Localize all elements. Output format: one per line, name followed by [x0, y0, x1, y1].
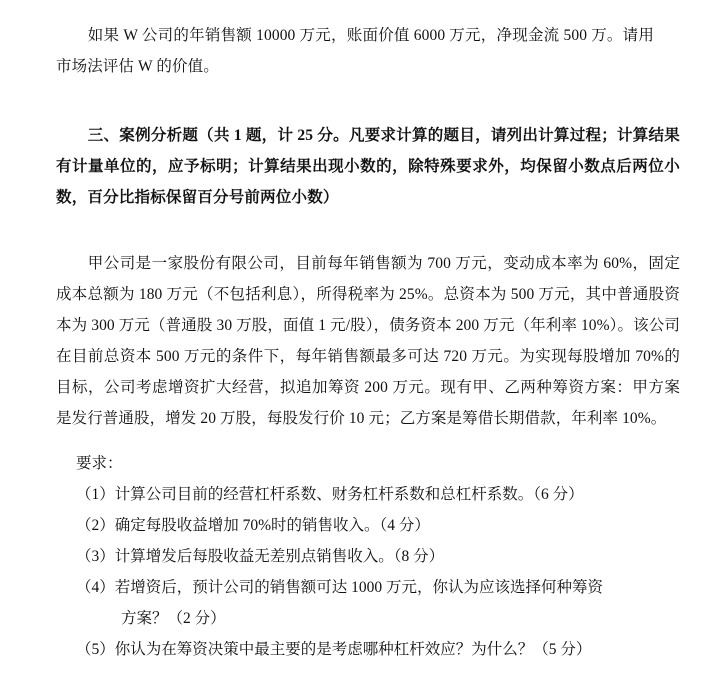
requirement-item-continuation-text: 方案？（2 分） — [120, 610, 226, 627]
spacer-after-heading — [0, 228, 716, 248]
top-spacer — [0, 0, 716, 20]
intro-block — [56, 20, 654, 82]
requirements-label: 要求： — [76, 455, 123, 472]
case-paragraph: 甲公司是一家股份有限公司，目前每年销售额为 700 万元，变动成本率为 60%，固定成本总额为 180 万元（不包括利息），所得税率为 25%。总资本为 500 万元，其中普通股资本为 300 万元（普通股 30 万股，面值 1 元/股），债务资本 200 万元（年利率 10%）。该公司在目前总资本 500 万元的条件下，每年销售额最多可达 720 万元。为实现每股增加 70%的目标，公司考虑增资扩大经营，拟追加筹资 200 万元。现有甲、乙两种筹资方案：甲方案是发行普通股，增发 20 万股，每股发行价 10 元；乙方案是筹借长期借款，年利率 10%。 — [56, 255, 680, 427]
requirement-item: （1）计算公司目前的经营杠杆系数、财务杠杆系数和总杠杆系数。（6 分） — [76, 486, 584, 503]
requirements-list — [0, 479, 716, 665]
section-heading-block — [56, 120, 680, 213]
requirement-item: （2）确定每股收益增加 70%时的销售收入。（4 分） — [76, 517, 430, 534]
case-block — [56, 248, 680, 434]
section-heading: 三、案例分析题（共 1 题，计 25 分。凡要求计算的题目，请列出计算过程；计算结果有计量单位的，应予标明；计算结果出现小数的，除特殊要求外，均保留小数点后两位小数，百分比指标保留百分号前两位小数） — [56, 126, 680, 206]
requirement-item-continuation — [76, 603, 676, 634]
requirement-item: （3）计算增发后每股收益无差别点销售收入。（8 分） — [76, 548, 445, 565]
spacer-after-intro — [0, 82, 716, 104]
intro-paragraph: 如果 W 公司的年销售额 10000 万元，账面价值 6000 万元，净现金流 500 万。请用市场法评估 W 的价值。 — [56, 27, 654, 75]
requirement-item: （4）若增资后，预计公司的销售额可达 1000 万元，你认为应该选择何种筹资 — [76, 579, 604, 596]
requirement-item: （5）你认为在筹资决策中最主要的是考虑哪种杠杆效应？为什么？（5 分） — [76, 641, 592, 658]
spacer-after-case — [0, 434, 716, 448]
